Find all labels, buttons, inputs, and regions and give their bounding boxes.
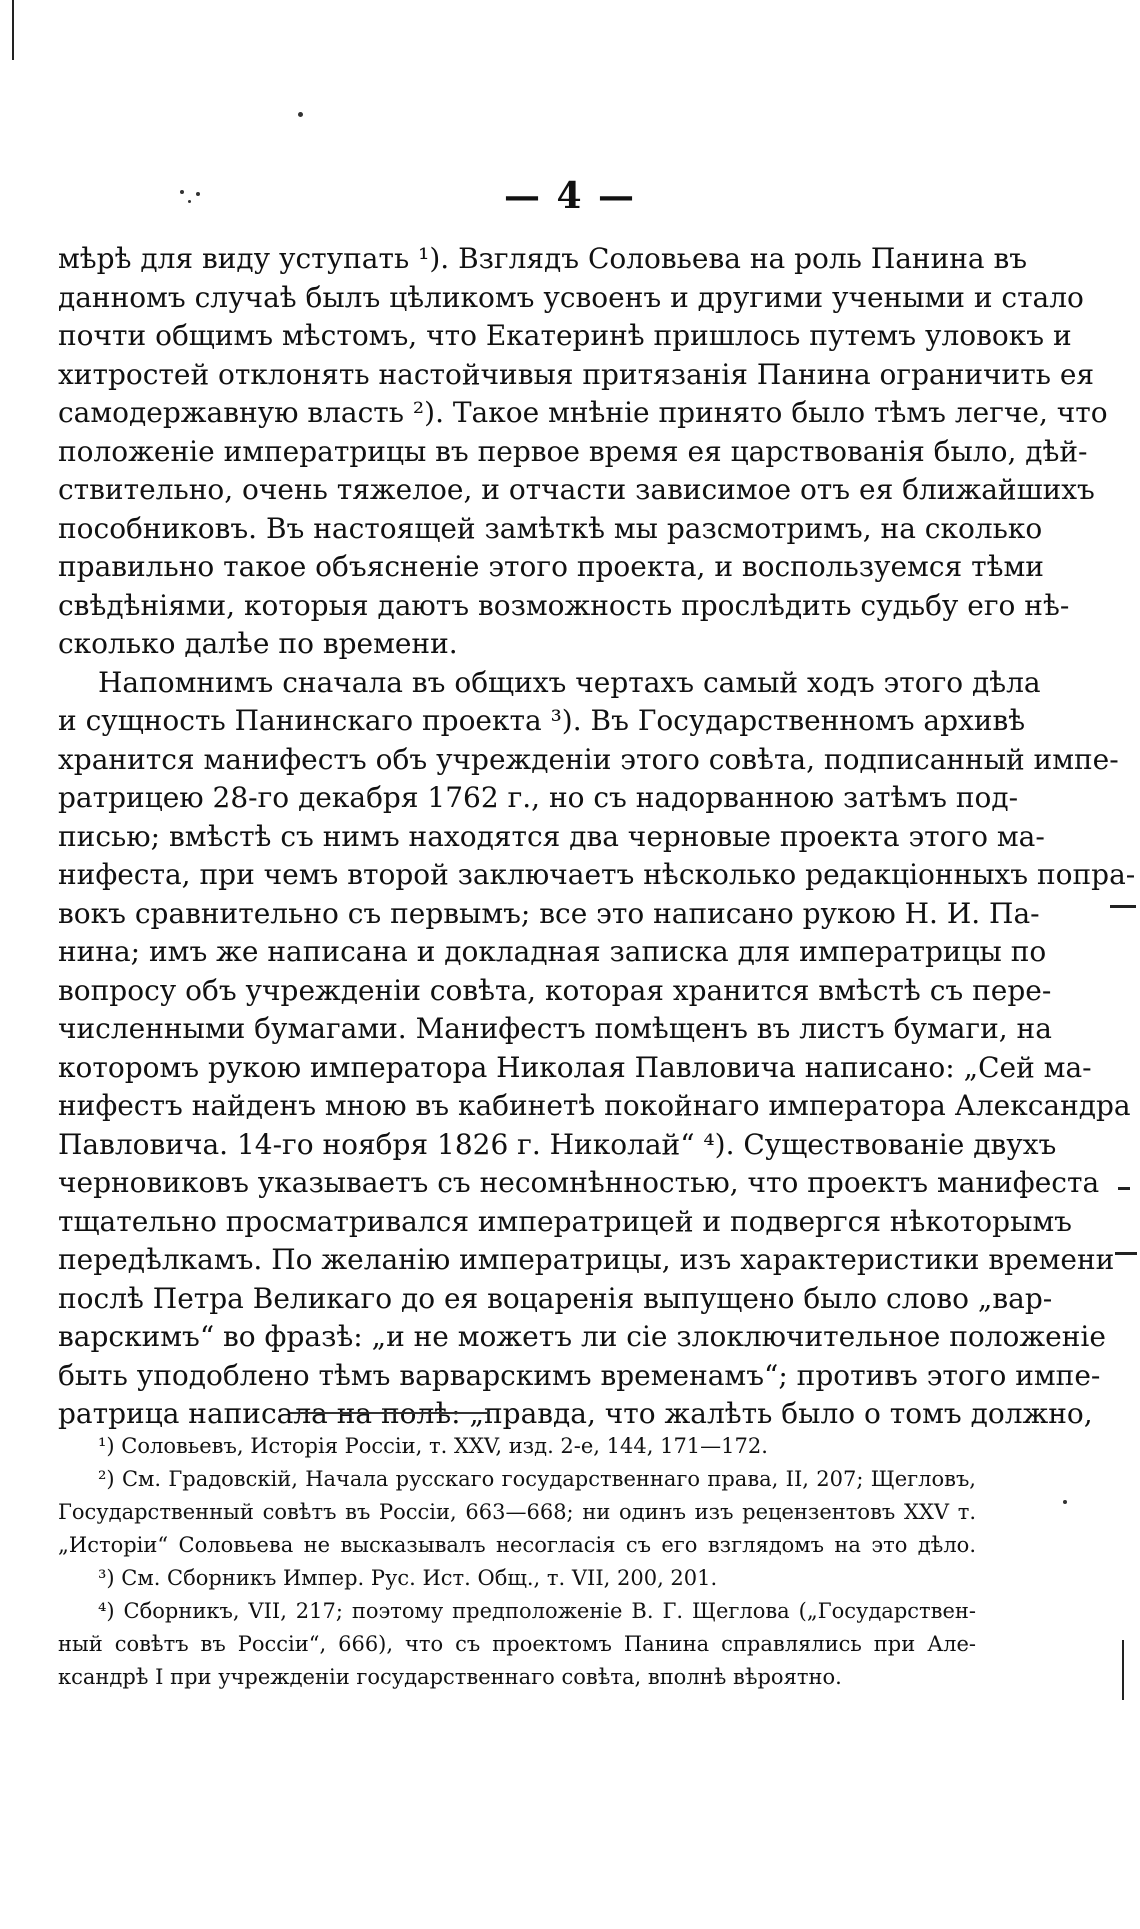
body-line: вопросу объ учрежденіи совѣта, которая хранится вмѣстѣ съ пере- — [58, 973, 1052, 1007]
body-line: свѣдѣніями, которыя даютъ возможность прослѣдить судьбу его нѣ- — [58, 588, 1070, 622]
footnote-line: ¹) Соловьевъ, Исторія Россіи, т. XXV, изд. 2-е, 144, 171—172. — [98, 1434, 768, 1458]
body-line: и сущность Панинскаго проекта ³). Въ Государственномъ архивѣ — [58, 704, 1026, 737]
main-text-body — [58, 240, 1136, 1434]
body-line: сколько далѣе по времени. — [58, 627, 458, 660]
body-line: ствительно, очень тяжелое, и отчасти зависимое отъ ея ближайшихъ — [58, 473, 1095, 506]
footnote-line: ный совѣтъ въ Россіи“, 666), что съ проектомъ Панина справлялись при Але- — [58, 1632, 976, 1656]
body-line: нифестъ найденъ мною въ кабинетѣ покойнаго императора Александра — [58, 1089, 1131, 1122]
scan-speck — [1063, 1500, 1067, 1504]
body-line: которомъ рукою императора Николая Павловича написано: „Сей ма- — [58, 1050, 1092, 1084]
scan-mark-top-left — [12, 0, 14, 60]
page-number: — 4 — — [503, 175, 637, 217]
scan-speck — [180, 190, 184, 194]
footnote-line: Государственный совѣтъ въ Россіи, 663—668; ни одинъ изъ рецензентовъ XXV т. — [58, 1500, 976, 1524]
body-line: послѣ Петра Великаго до ея воцаренія выпущено было слово „вар- — [58, 1281, 1053, 1315]
footnote-line: „Исторіи“ Соловьева не высказывалъ несогласія съ его взглядомъ на это дѣло. — [58, 1533, 976, 1557]
scan-speck — [298, 112, 303, 117]
body-line: быть уподоблено тѣмъ варварскимъ временамъ“; противъ этого импе- — [58, 1358, 1101, 1392]
body-line: нифеста, при чемъ второй заключаетъ нѣсколько редакціонныхъ попра- — [58, 858, 1136, 891]
footnote-line: ⁴) Сборникъ, VII, 217; поэтому предположеніе В. Г. Щеглова („Государствен- — [98, 1599, 976, 1623]
scan-speck — [188, 200, 191, 203]
scan-speck — [196, 192, 200, 196]
margin-mark-right — [1118, 1187, 1130, 1190]
body-line: самодержавную власть ²). Такое мнѣніе принято было тѣмъ легче, что — [58, 396, 1108, 429]
body-line: пособниковъ. Въ настоящей замѣткѣ мы разсмотримъ, на сколько — [58, 511, 1043, 545]
body-line: почти общимъ мѣстомъ, что Екатеринѣ пришлось путемъ уловокъ и — [58, 319, 1072, 352]
body-line: правильно такое объясненіе этого проекта, и воспользуемся тѣми — [58, 550, 1044, 583]
scan-mark-right-edge — [1122, 1640, 1124, 1700]
body-line: мѣрѣ для виду уступать ¹). Взглядъ Соловьева на роль Панина въ — [58, 242, 1028, 275]
body-line: черновиковъ указываетъ съ несомнѣнностью, что проектъ манифеста — [58, 1166, 1100, 1199]
body-line: хранится манифестъ объ учрежденіи этого совѣта, подписанный импе- — [58, 742, 1119, 776]
body-line: писью; вмѣстѣ съ нимъ находятся два черновые проекта этого ма- — [58, 819, 1045, 853]
body-line: варскимъ“ во фразѣ: „и не можетъ ли сіе злоключительное положеніе — [58, 1320, 1106, 1353]
footnote-divider — [290, 1412, 490, 1414]
body-line: Напомнимъ сначала въ общихъ чертахъ самый ходъ этого дѣла — [98, 665, 1041, 699]
body-line: данномъ случаѣ былъ цѣликомъ усвоенъ и другими учеными и стало — [58, 280, 1084, 314]
body-line: тщательно просматривался императрицей и подвергся нѣкоторымъ — [58, 1204, 1072, 1238]
body-line: вокъ сравнительно съ первымъ; все это написано рукою Н. И. Па- — [58, 896, 1040, 930]
body-line: положеніе императрицы въ первое время ея царствованія было, дѣй- — [58, 434, 1088, 468]
body-line: передѣлкамъ. По желанію императрицы, изъ характеристики времени — [58, 1243, 1115, 1276]
footnotes — [58, 1430, 976, 1694]
margin-mark-right — [1115, 1252, 1137, 1255]
margin-mark-right — [1110, 905, 1136, 908]
body-line: нина; имъ же написана и докладная записка для императрицы по — [58, 935, 1047, 968]
body-line: численными бумагами. Манифестъ помѣщенъ въ листъ бумаги, на — [58, 1012, 1052, 1045]
footnote-line: ³) См. Сборникъ Импер. Рус. Ист. Общ., т. VII, 200, 201. — [98, 1566, 718, 1590]
body-line: ратрицею 28-го декабря 1762 г., но съ надорванною затѣмъ под- — [58, 781, 1019, 814]
body-line: ратрица написала на полѣ: „правда, что жалѣть было о томъ должно, — [58, 1397, 1093, 1430]
footnote-line: ²) См. Градовскій, Начала русскаго государственнаго права, II, 207; Щегловъ, — [98, 1467, 976, 1491]
body-line: Павловича. 14-го ноября 1826 г. Николай“ ⁴). Существованіе двухъ — [58, 1127, 1057, 1161]
footnote-line: ксандрѣ I при учрежденіи государственнаго совѣта, вполнѣ вѣроятно. — [58, 1665, 842, 1689]
body-line: хитростей отклонять настойчивыя притязанія Панина ограничить ея — [58, 357, 1095, 391]
